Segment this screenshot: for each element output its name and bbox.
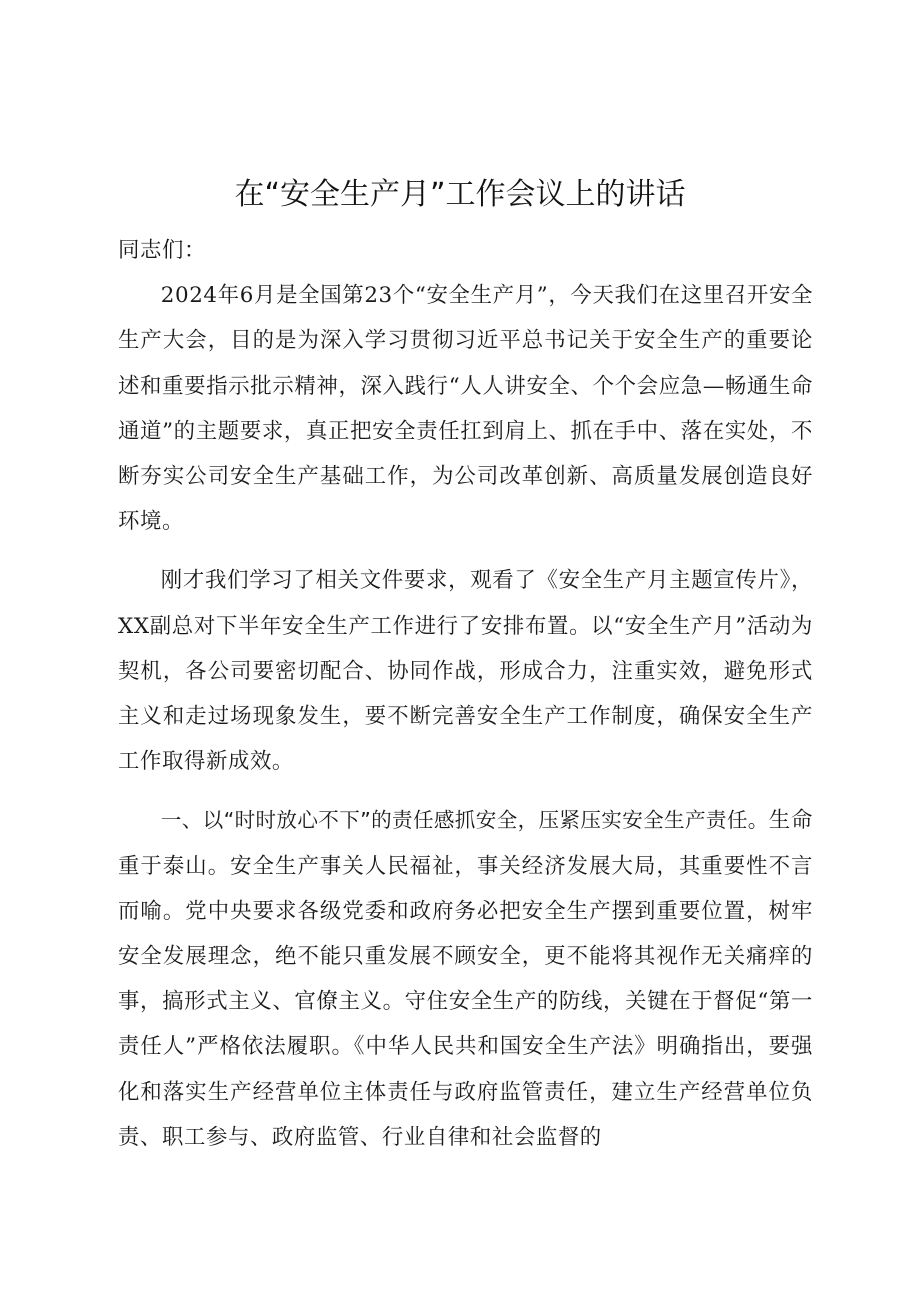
- document-body: [118, 228, 813, 1160]
- paragraph-2: 刚才我们学习了相关文件要求，观看了《安全生产月主题宣传片》，XX副总对下半年安全生产工作进行了安排布置。以“安全生产月”活动为契机，各公司要密切配合、协同作战，形成合力，注重实效，避免形式主义和走过场现象发生，要不断完善安全生产工作制度，确保安全生产工作取得新成效。: [118, 568, 813, 775]
- document-title: 在“安全生产月”工作会议上的讲话: [234, 177, 686, 212]
- paragraph-1: 2024年6月是全国第23个“安全生产月”，今天我们在这里召开安全生产大会，目的是为深入学习贯彻习近平总书记关于安全生产的重要论述和重要指示批示精神，深入践行“人人讲安全、个个会应急—畅通生命通道”的主题要求，真正把安全责任扛到肩上、抓在手中、落在实处，不断夯实公司安全生产基础工作，为公司改革创新、高质量发展创造良好环境。: [118, 283, 813, 535]
- section-heading: 一、以“时时放心不下”的责任感抓安全，压紧压实安全生产责任。: [160, 808, 769, 833]
- salutation: 同志们：: [118, 238, 206, 263]
- paragraph-3: [118, 798, 813, 1160]
- paragraph-3-text: 生命重于泰山。安全生产事关人民福祉，事关经济发展大局，其重要性不言而喻。党中央要求各级党委和政府务必把安全生产摆到重要位置，树牢安全发展理念，绝不能只重发展不顾安全，更不能将其视作无关痛痒的事，搞形式主义、官僚主义。守住安全生产的防线，关键在于督促“第一责任人”严格依法履职。《中华人民共和国安全生产法》明确指出，要强化和落实生产经营单位主体责任与政府监管责任，建立生产经营单位负责、职工参与、政府监管、行业自律和社会监督的: [118, 808, 813, 1150]
